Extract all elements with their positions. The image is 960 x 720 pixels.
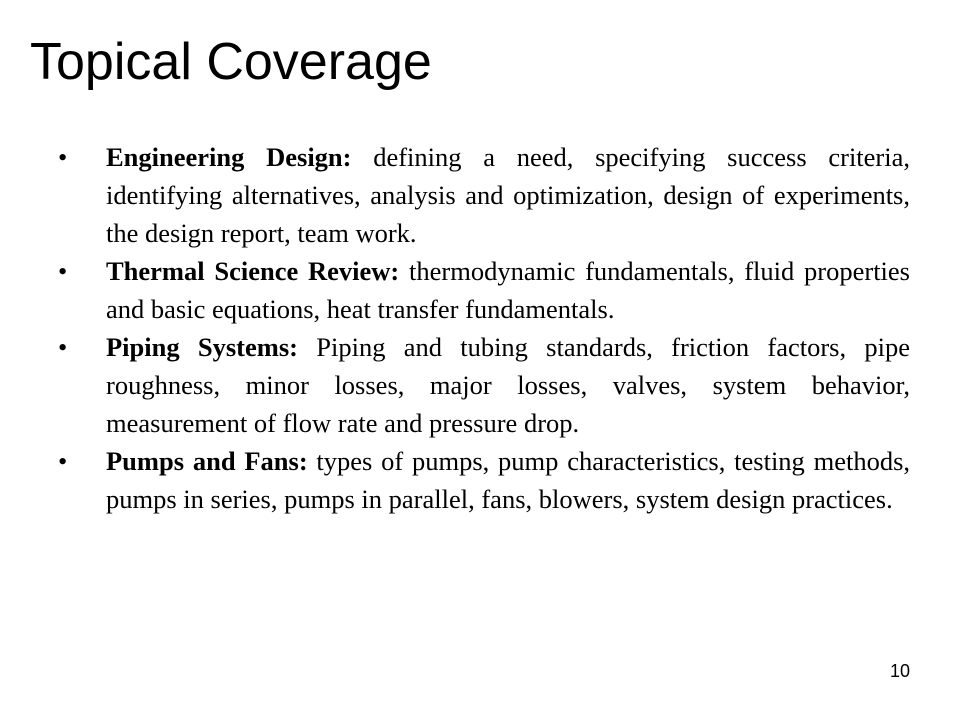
- topic-term: Engineering Design:: [106, 142, 374, 172]
- topic-term: Thermal Science Review:: [106, 256, 410, 286]
- bullet-icon: •: [58, 446, 68, 476]
- slide-title: Topical Coverage: [30, 33, 432, 91]
- topic-list: [58, 138, 910, 518]
- topic-item-engineering-design: [58, 138, 910, 252]
- topic-description: types of pumps, pump characteristics, testing methods, pumps in series, pumps in parallel, fans, blowers, system design practices.: [106, 446, 911, 514]
- topic-item-piping-systems: [58, 328, 910, 442]
- topic-term: Pumps and Fans:: [106, 446, 317, 476]
- topic-item-pumps-and-fans: [58, 442, 910, 518]
- topic-item-thermal-science-review: [58, 252, 910, 328]
- topic-description: Piping and tubing standards, friction factors, pipe roughness, minor losses, major losses, valves, system behavior, measurement of flow rate and pressure drop.: [106, 332, 910, 438]
- topic-description: thermodynamic fundamentals, fluid properties and basic equations, heat transfer fundamentals.: [106, 256, 910, 324]
- bullet-icon: •: [58, 142, 68, 172]
- bullet-icon: •: [58, 332, 68, 362]
- page-number: 10: [889, 661, 910, 681]
- topic-description: defining a need, specifying success criteria, identifying alternatives, analysis and optimization, design of experiments, the design report, team work.: [106, 142, 910, 248]
- bullet-icon: •: [58, 256, 68, 286]
- topic-term: Piping Systems:: [106, 332, 317, 362]
